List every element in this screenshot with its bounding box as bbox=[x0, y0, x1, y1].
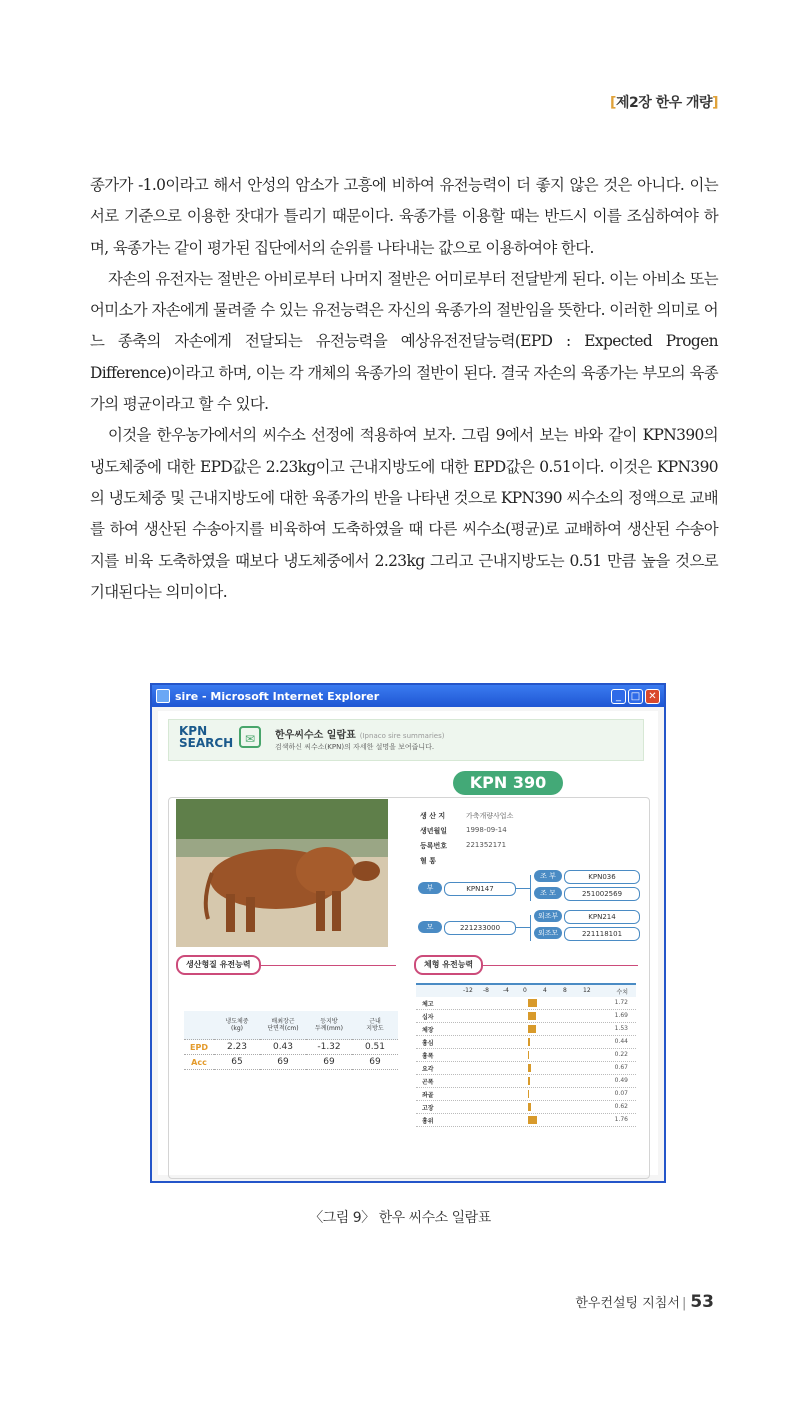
trait-value: 1.69 bbox=[614, 1012, 628, 1019]
trait-name: 십자 bbox=[422, 1014, 434, 1021]
ie-icon bbox=[156, 689, 170, 703]
bull-illustration bbox=[176, 799, 388, 947]
trait-name: 흉폭 bbox=[422, 1053, 434, 1060]
trait-bar bbox=[528, 1090, 529, 1098]
epd-header: 근내 지방도 bbox=[352, 1011, 398, 1040]
epd-cell: 2.23 bbox=[214, 1040, 260, 1055]
trait-name: 고장 bbox=[422, 1105, 434, 1112]
page-number: 53 bbox=[690, 1292, 714, 1312]
type-trait-row bbox=[416, 1023, 636, 1036]
epd-header: 배최장근 단면적(cm) bbox=[260, 1011, 306, 1040]
logo-line2: SEARCH bbox=[179, 736, 234, 750]
epd-cell: -1.32 bbox=[306, 1040, 352, 1055]
acc-cell: 69 bbox=[352, 1055, 398, 1070]
close-icon[interactable]: ✕ bbox=[645, 689, 660, 704]
epd-cell: 0.51 bbox=[352, 1040, 398, 1055]
epd-table bbox=[184, 1011, 398, 1070]
chapter-header bbox=[610, 92, 718, 112]
epd-row bbox=[184, 1040, 398, 1055]
trait-bar bbox=[528, 999, 537, 1007]
trait-bar bbox=[528, 1051, 529, 1059]
pedigree-sire[interactable]: KPN147 bbox=[444, 882, 516, 896]
trait-value: 0.67 bbox=[614, 1064, 628, 1071]
minimize-icon[interactable]: _ bbox=[611, 689, 626, 704]
pedigree-gs-label: 조 부 bbox=[534, 870, 562, 882]
info-row bbox=[420, 811, 513, 826]
body-text bbox=[90, 170, 718, 608]
window-titlebar[interactable] bbox=[152, 685, 664, 707]
pedigree-mgd[interactable]: 221118101 bbox=[564, 927, 640, 941]
connector bbox=[530, 915, 531, 941]
window-title: sire - Microsoft Internet Explorer bbox=[175, 689, 380, 703]
epd-row-label: EPD bbox=[184, 1040, 214, 1055]
epd-header-row bbox=[184, 1011, 398, 1040]
trait-bar bbox=[528, 1038, 530, 1046]
pedigree-mgs[interactable]: KPN214 bbox=[564, 910, 640, 924]
heading-text: 한우씨수소 일람표 bbox=[275, 730, 356, 741]
trait-name: 좌골 bbox=[422, 1092, 434, 1099]
tick-label: 8 bbox=[563, 987, 567, 994]
book-title: 한우컨설팅 지침서 bbox=[575, 1296, 680, 1311]
page-content bbox=[158, 711, 658, 1175]
bull-photo bbox=[176, 799, 388, 947]
page-footer bbox=[575, 1292, 714, 1312]
info-key: 등록번호 bbox=[420, 842, 448, 850]
sire-id-badge: KPN 390 bbox=[453, 771, 563, 795]
paragraph-2: 자손의 유전자는 절반은 아비로부터 나머지 절반은 어미로부터 전달받게 된다. 이는 아비소 또는 어미소가 자손에게 물려줄 수 있는 유전능력은 자신의 육종가의 절반임을 뜻한다. 이러한 의미로 어느 종축의 자손에게 전달되는 유전능력을 예상유전전달능력(EPD : Expected Progen Difference)이라고 하며, 이는 각 개체의 육종가의 절반이 된다. 결국 자손의 육종가는 부모의 육종가의 평균이라고 할 수 있다. bbox=[90, 269, 718, 414]
heading-en: (Ipnaco sire summaries) bbox=[359, 732, 445, 740]
epd-header: 등지방 두께(mm) bbox=[306, 1011, 352, 1040]
trait-name: 요각 bbox=[422, 1066, 434, 1073]
pedigree-mgd-label: 외조모 bbox=[534, 927, 562, 939]
info-row bbox=[420, 841, 513, 856]
type-trait-row bbox=[416, 1010, 636, 1023]
trait-value: 0.49 bbox=[614, 1077, 628, 1084]
trait-value: 1.76 bbox=[614, 1116, 628, 1123]
tick-label: 0 bbox=[523, 987, 527, 994]
page-heading bbox=[275, 726, 444, 741]
pedigree-dam[interactable]: 221233000 bbox=[444, 921, 516, 935]
tick-label: -4 bbox=[503, 987, 509, 994]
type-trait-row bbox=[416, 1036, 636, 1049]
paragraph-3: 이것을 한우농가에서의 씨수소 선정에 적용하여 보자. 그림 9에서 보는 바와 같이 KPN390의 냉도체중에 대한 EPD값은 2.23kg이고 근내지방도에 대한 EPD값은 0.51이다. 이것은 KPN390의 냉도체중 및 근내지방도에 대한 육종가의 반을 나타낸 것으로 KPN390 씨수소의 정액으로 교배를 하여 생산된 수송아지를 비육하여 도축하였을 때 다른 씨수소(평균)로 교배하여 생산된 수송아지를 비육 도축하였을 때보다 냉도체중에서 2.23kg 그리고 근내지방도는 0.51 만큼 높을 것으로 기대된다는 의미이다. bbox=[90, 426, 718, 601]
search-doc-icon: ✉ bbox=[239, 726, 261, 748]
trait-value: 1.53 bbox=[614, 1025, 628, 1032]
tick-label: 12 bbox=[583, 987, 591, 994]
connector bbox=[530, 875, 531, 901]
pedigree-sire-label: 부 bbox=[418, 882, 442, 894]
type-trait-row bbox=[416, 1101, 636, 1114]
type-trait-row bbox=[416, 1062, 636, 1075]
trait-value: 0.44 bbox=[614, 1038, 628, 1045]
pedigree-gs[interactable]: KPN036 bbox=[564, 870, 640, 884]
trait-value: 0.22 bbox=[614, 1051, 628, 1058]
trait-bar bbox=[528, 1025, 536, 1033]
trait-value: 0.07 bbox=[614, 1090, 628, 1097]
trait-name: 체고 bbox=[422, 1001, 434, 1008]
sire-info bbox=[420, 811, 513, 871]
trait-name: 곤폭 bbox=[422, 1079, 434, 1086]
value-header: 수치 bbox=[616, 989, 628, 996]
epd-header: 냉도체중 (kg) bbox=[214, 1011, 260, 1040]
acc-row bbox=[184, 1055, 398, 1070]
info-row bbox=[420, 856, 513, 871]
type-section-title: 체형 유전능력 bbox=[414, 955, 483, 975]
acc-cell: 69 bbox=[306, 1055, 352, 1070]
production-section-title: 생산형질 유전능력 bbox=[176, 955, 261, 975]
kpn-search-logo[interactable] bbox=[179, 725, 233, 749]
footer-separator: | bbox=[681, 1296, 687, 1311]
info-value: 1998-09-14 bbox=[466, 826, 507, 834]
pedigree-dam-label: 모 bbox=[418, 921, 442, 933]
type-trait-row bbox=[416, 1075, 636, 1088]
tick-label: -12 bbox=[463, 987, 473, 994]
pedigree-mgs-label: 외조부 bbox=[534, 910, 562, 922]
type-trait-row bbox=[416, 1114, 636, 1127]
bracket-right: ] bbox=[712, 95, 718, 111]
browser-window bbox=[150, 683, 666, 1183]
chapter-title: 제2장 한우 개량 bbox=[615, 95, 713, 111]
trait-bar bbox=[528, 1064, 531, 1072]
trait-value: 1.72 bbox=[614, 999, 628, 1006]
trait-name: 체장 bbox=[422, 1027, 434, 1034]
acc-row-label: Acc bbox=[184, 1055, 214, 1070]
info-row bbox=[420, 826, 513, 841]
info-key: 생 산 지 bbox=[420, 812, 446, 820]
trait-name: 흉위 bbox=[422, 1118, 434, 1125]
page-header bbox=[168, 719, 644, 761]
type-trait-row bbox=[416, 1088, 636, 1101]
acc-cell: 69 bbox=[260, 1055, 306, 1070]
type-trait-table bbox=[416, 983, 636, 1127]
trait-bar bbox=[528, 1116, 537, 1124]
trait-bar bbox=[528, 1012, 536, 1020]
connector bbox=[516, 927, 530, 928]
type-trait-row bbox=[416, 1049, 636, 1062]
acc-cell: 65 bbox=[214, 1055, 260, 1070]
trait-bar bbox=[528, 1077, 530, 1085]
tick-label: 4 bbox=[543, 987, 547, 994]
tick-label: -8 bbox=[483, 987, 489, 994]
info-key: 생년월일 bbox=[420, 827, 448, 835]
type-table-rows bbox=[416, 997, 636, 1127]
bracket-left: [ bbox=[610, 95, 616, 111]
trait-value: 0.62 bbox=[614, 1103, 628, 1110]
info-value: 가축개량사업소 bbox=[466, 812, 514, 820]
type-trait-row bbox=[416, 997, 636, 1010]
figure-caption: 〈그림 9〉 한우 씨수소 일람표 bbox=[309, 1210, 491, 1226]
paragraph-1: 종가가 -1.0이라고 해서 안성의 암소가 고흥에 비하여 유전능력이 더 좋지 않은 것은 아니다. 이는 서로 기준으로 이용한 잣대가 틀리기 때문이다. 육종가를 이용할 때는 반드시 이를 조심하여야 하며, 육종가는 같이 평가된 집단에서의 순위를 나타내는 값으로 이용하여야 한다. bbox=[90, 176, 718, 257]
maximize-icon[interactable]: □ bbox=[628, 689, 643, 704]
trait-bar bbox=[528, 1103, 531, 1111]
info-key: 혈 통 bbox=[420, 857, 436, 865]
pedigree-gd-label: 조 모 bbox=[534, 887, 562, 899]
page-subheading: 검색하신 씨수소(KPN)의 자세한 설명을 보여줍니다. bbox=[275, 743, 435, 751]
type-table-header bbox=[416, 983, 636, 997]
logo-line1: KPN bbox=[179, 724, 208, 738]
connector bbox=[516, 888, 530, 889]
epd-cell: 0.43 bbox=[260, 1040, 306, 1055]
trait-name: 흉심 bbox=[422, 1040, 434, 1047]
pedigree-gd[interactable]: 251002569 bbox=[564, 887, 640, 901]
info-value: 221352171 bbox=[466, 841, 507, 849]
epd-corner bbox=[184, 1011, 214, 1040]
